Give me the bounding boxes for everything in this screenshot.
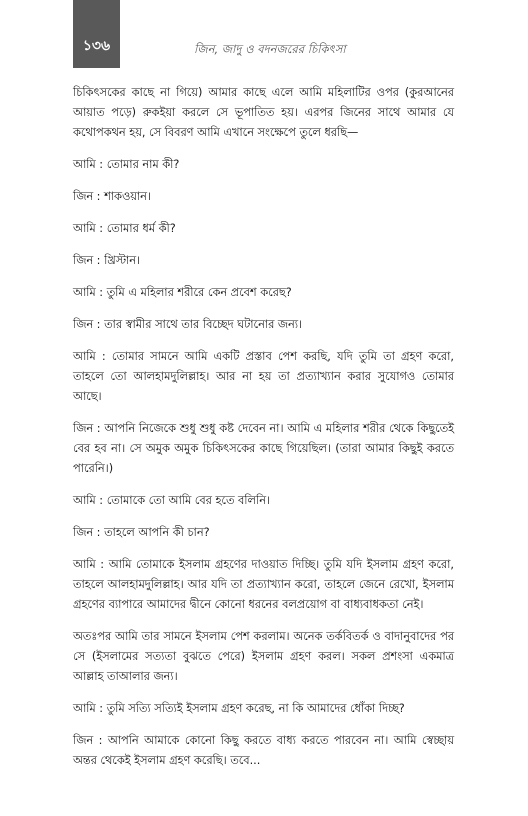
dialogue-line (73, 251, 454, 271)
speaker-label: জিন : (73, 734, 103, 747)
dialogue-text: তোমার ধর্ম কী? (106, 222, 176, 235)
dialogue-text: তার স্বামীর সাথে তার বিচ্ছেদ ঘটানোর জন্য। (104, 318, 303, 331)
page-number: ১৩৬ (82, 38, 111, 54)
dialogue-text: তুমি এ মহিলার শরীরে কেন প্রবেশ করেছ? (106, 286, 292, 299)
dialogue-line (73, 315, 454, 335)
dialogue-line (73, 283, 454, 303)
speaker-label: আমি : (73, 222, 104, 235)
narration-paragraph: অতঃপর আমি তার সামনে ইসলাম পেশ করলাম। অনেক তর্কবিতর্ক ও বাদানুবাদের পর সে (ইসলামের সত্যতা বুঝতে পেরে) ইসলাম গ্রহণ করল। সকল প্রশংসা একমাত্র আল্লাহ তাআলার জন্য। (73, 630, 454, 683)
dialogue-line (73, 555, 454, 615)
dialogue-text: তাহলে আপনি কী চান? (104, 526, 210, 539)
dialogue-text: আপনি নিজেকে শুধু শুধু কষ্ট দেবেন না। আমি এ মহিলার শরীর থেকে কিছুতেই বের হব না। সে অমুক অমুক চিকিৎসকের কাছে গিয়েছিল। (তারা আমার কিছুই করতে পারেনি।) (73, 422, 455, 475)
dialogue-line (73, 219, 454, 239)
dialogue-text: তোমার নাম কী? (106, 158, 180, 171)
speaker-label: জিন : (73, 190, 101, 203)
dialogue-line (73, 523, 454, 543)
intro-paragraph: চিকিৎসকের কাছে না গিয়ে) আমার কাছে এলে আমি মহিলাটির ওপর (কুরআনের আয়াত পড়ে) রুকইয়া করলে সে ভূপাতিত হয়। এরপর জিনের সাথে আমার যে কথোপকথন হয়, সে বিবরণ আমি এখানে সংক্ষেপে তুলে ধরছি— (73, 86, 454, 139)
body-text (73, 83, 454, 783)
dialogue-line (73, 731, 454, 771)
dialogue-line (73, 419, 454, 479)
dialogue-line (73, 699, 454, 719)
dialogue-line (73, 187, 454, 207)
speaker-label: জিন : (73, 422, 101, 435)
running-title: জিন, জাদু ও বদনজরের চিকিৎসা (194, 42, 346, 56)
speaker-label: আমি : (73, 558, 105, 571)
speaker-label: আমি : (73, 702, 104, 715)
dialogue-text: শাকওয়ান। (104, 190, 151, 203)
dialogue-text: তোমার সামনে আমি একটি প্রস্তাব পেশ করছি, যদি তুমি তা গ্রহণ করো, তাহলে তো আলহামদুলিল্লাহ। আর না হয় তা প্রত্যাখ্যান করার সুযোগও তোমার আছে। (73, 350, 454, 403)
dialogue-text: খ্রিস্টান। (104, 254, 141, 267)
dialogue-line (73, 491, 454, 511)
speaker-label: আমি : (73, 350, 106, 363)
speaker-label: জিন : (73, 318, 101, 331)
speaker-label: আমি : (73, 494, 104, 507)
dialogue-text: আমি তোমাকে ইসলাম গ্রহণের দাওয়াত দিচ্ছি। তুমি যদি ইসলাম গ্রহণ করো, তাহলে আলহামদুলিল্লাহ। আর যদি তা প্রত্যাখ্যান করো, তাহলে জেনে রেখো, ইসলাম গ্রহণের ব্যাপারে আমাদের দ্বীনে কোনো ধরনের বলপ্রয়োগ বা বাধ্যবাধকতা নেই। (73, 558, 454, 611)
dialogue-line (73, 347, 454, 407)
dialogue-line (73, 155, 454, 175)
page-number-tab (73, 0, 120, 68)
speaker-label: জিন : (73, 526, 101, 539)
speaker-label: আমি : (73, 286, 104, 299)
speaker-label: আমি : (73, 158, 104, 171)
dialogue-text: আপনি আমাকে কোনো কিছু করতে বাধ্য করতে পারবেন না। আমি স্বেচ্ছায় অন্তর থেকেই ইসলাম গ্রহণ করেছি। তবে... (73, 734, 454, 767)
speaker-label: জিন : (73, 254, 101, 267)
dialogue-text: তোমাকে তো আমি বের হতে বলিনি। (106, 494, 270, 507)
dialogue-text: তুমি সত্যি সত্যিই ইসলাম গ্রহণ করেছ, না কি আমাদের ধোঁকা দিচ্ছ? (106, 702, 405, 715)
